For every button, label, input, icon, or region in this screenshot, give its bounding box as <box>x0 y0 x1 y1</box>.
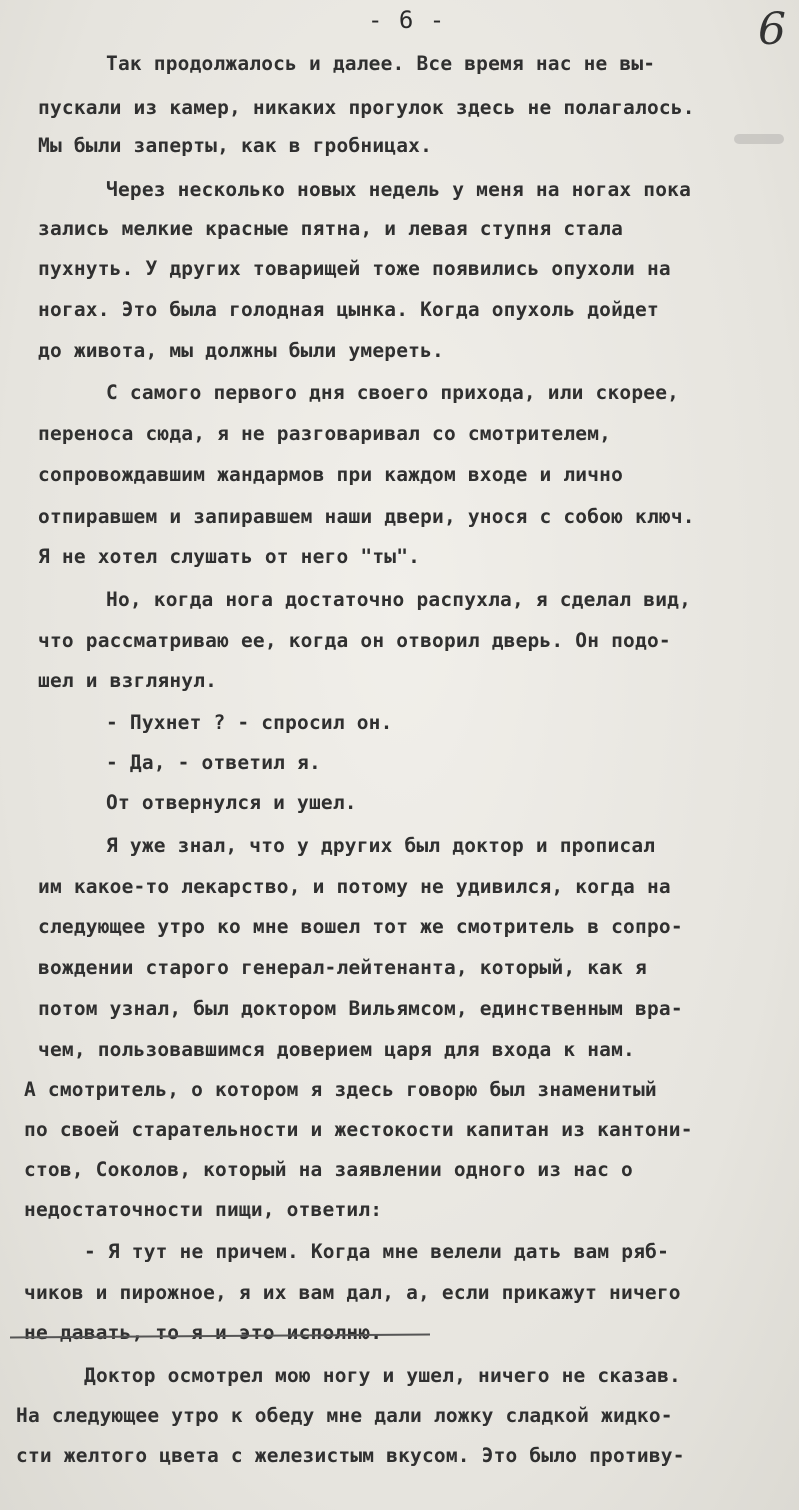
text-line: А смотритель, о котором я здесь говорю был знаменитый <box>24 1078 657 1101</box>
text-line: шел и взглянул. <box>38 669 218 692</box>
text-line: сти желтого цвета с железистым вкусом. Это было противу- <box>16 1444 685 1467</box>
text-line: С самого первого дня своего прихода, или скорее, <box>106 381 680 404</box>
text-line: Я уже знал, что у других был доктор и прописал <box>106 834 656 857</box>
text-line: Так продолжалось и далее. Все время нас не вы- <box>106 52 656 75</box>
text-line: до живота, мы должны были умереть. <box>38 339 444 362</box>
text-line: отпиравшем и запиравшем наши двери, унося с собою ключ. <box>38 505 695 528</box>
text-line: чем, пользовавшимся доверием царя для входа к нам. <box>38 1038 635 1061</box>
text-line: зались мелкие красные пятна, и левая ступня стала <box>38 217 624 240</box>
handwritten-page-number: 6 <box>758 4 786 55</box>
text-line: стов, Соколов, который на заявлении одного из нас о <box>24 1158 633 1181</box>
text-line: по своей старательности и жестокости капитан из кантони- <box>24 1118 693 1141</box>
text-line: следующее утро ко мне вошел тот же смотритель в сопро- <box>38 915 683 938</box>
text-line: потом узнал, был доктором Вильямсом, единственным вра- <box>38 997 683 1020</box>
text-line: - Пухнет ? - спросил он. <box>106 711 393 734</box>
text-line: сопровождавшим жандармов при каждом входе и лично <box>38 463 624 486</box>
ink-smudge <box>734 134 784 144</box>
text-line: ногах. Это была голодная цынка. Когда опухоль дойдет <box>38 298 659 321</box>
text-line: недостаточности пищи, ответил: <box>24 1198 383 1221</box>
text-line: - Я тут не причем. Когда мне велели дать вам ряб- <box>84 1240 670 1263</box>
text-line: им какое-то лекарство, и потому не удивился, когда на <box>38 875 671 898</box>
text-line: Доктор осмотрел мою ногу и ушел, ничего не сказав. <box>84 1364 681 1387</box>
text-line: - Да, - ответил я. <box>106 751 321 774</box>
text-line: не давать, то я и это исполню. <box>24 1321 383 1344</box>
text-line: Мы были заперты, как в гробницах. <box>38 134 433 157</box>
text-line: что рассматриваю ее, когда он отворил дверь. Он подо- <box>38 629 671 652</box>
text-line: От отвернулся и ушел. <box>106 791 357 814</box>
text-line: пускали из камер, никаких прогулок здесь не полагалось. <box>38 96 695 119</box>
text-line: Но, когда нога достаточно распухла, я сделал вид, <box>106 588 692 611</box>
text-line: Через несколько новых недель у меня на ногах пока <box>106 178 692 201</box>
text-line: пухнуть. У других товарищей тоже появились опухоли на <box>38 257 671 280</box>
text-line: На следующее утро к обеду мне дали ложку сладкой жидко- <box>16 1404 673 1427</box>
text-line: переноса сюда, я не разговаривал со смотрителем, <box>38 422 612 445</box>
page-number: - 6 - <box>368 6 446 34</box>
text-line: чиков и пирожное, я их вам дал, а, если прикажут ничего <box>24 1281 681 1304</box>
text-line: Я не хотел слушать от него "ты". <box>38 545 421 568</box>
text-line: вождении старого генерал-лейтенанта, который, как я <box>38 956 647 979</box>
